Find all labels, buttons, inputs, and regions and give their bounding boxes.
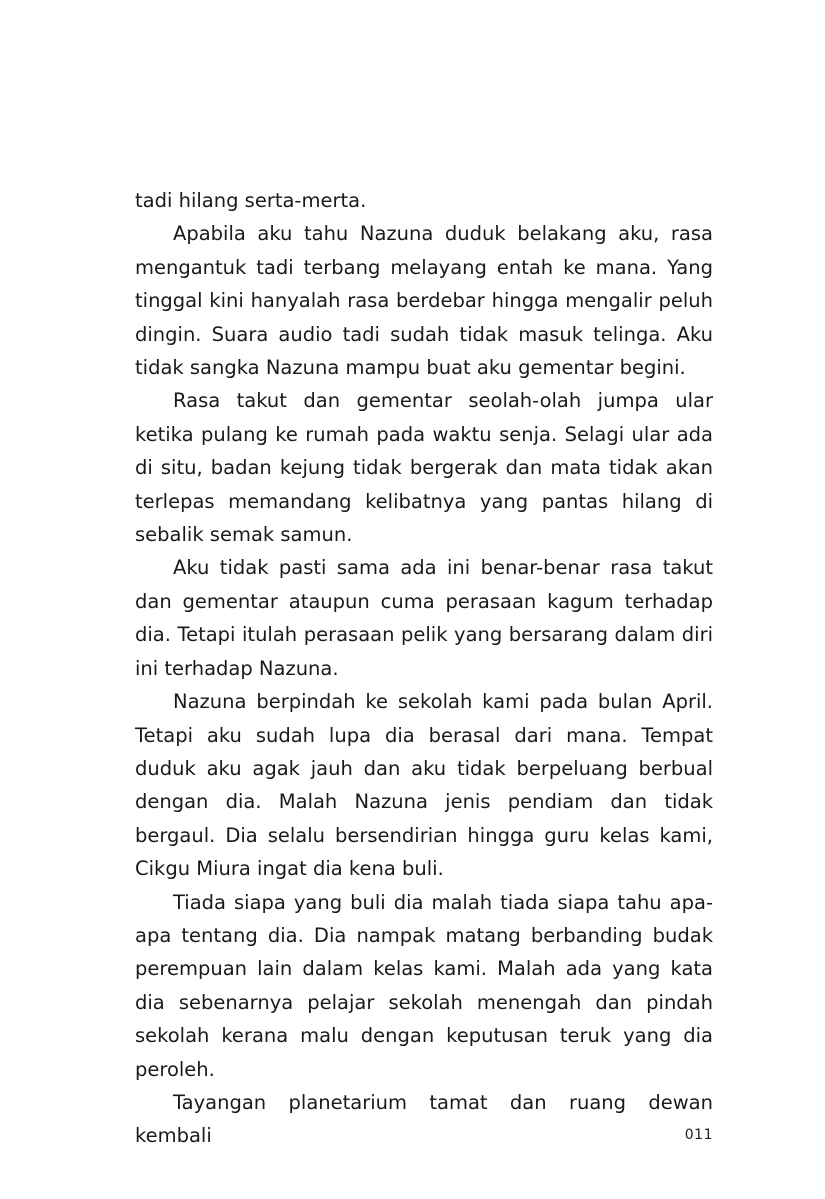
body-text: [135, 184, 713, 1153]
paragraph: tadi hilang serta-merta.: [135, 189, 367, 212]
page-number: 011: [684, 1127, 713, 1143]
paragraph: Aku tidak pasti sama ada ini benar-benar rasa takut dan gementar ataupun cuma perasaan kagum terhadap dia. Tetapi itulah perasaan pelik yang bersarang dalam diri ini terhadap Nazuna.: [135, 556, 713, 680]
paragraph: Tayangan planetarium tamat dan ruang dewan kembali: [135, 1090, 713, 1148]
paragraph: Nazuna berpindah ke sekolah kami pada bulan April. Tetapi aku sudah lupa dia berasal dari mana. Tempat duduk aku agak jauh dan aku tidak berpeluang berbual dengan dia. Malah Nazuna jenis pendiam dan tidak bergaul. Dia selalu bersendirian hingga guru kelas kami, Cikgu Miura ingat dia kena buli.: [135, 690, 713, 881]
paragraph: Tiada siapa yang buli dia malah tiada siapa tahu apa-apa tentang dia. Dia nampak matang berbanding budak perempuan lain dalam kelas kami. Malah ada yang kata dia sebenarnya pelajar sekolah menengah dan pindah sekolah kerana malu dengan keputusan teruk yang dia peroleh.: [135, 890, 713, 1081]
paragraph: Apabila aku tahu Nazuna duduk belakang aku, rasa mengantuk tadi terbang melayang entah ke mana. Yang tinggal kini hanyalah rasa berdebar hingga mengalir peluh dingin. Suara audio tadi sudah tidak masuk telinga. Aku tidak sangka Nazuna mampu buat aku gementar begini.: [135, 222, 713, 380]
paragraph: Rasa takut dan gementar seolah-olah jumpa ular ketika pulang ke rumah pada waktu senja. Selagi ular ada di situ, badan kejung tidak bergerak dan mata tidak akan terlepas memandang kelibatnya yang pantas hilang di sebalik semak samun.: [135, 389, 713, 547]
